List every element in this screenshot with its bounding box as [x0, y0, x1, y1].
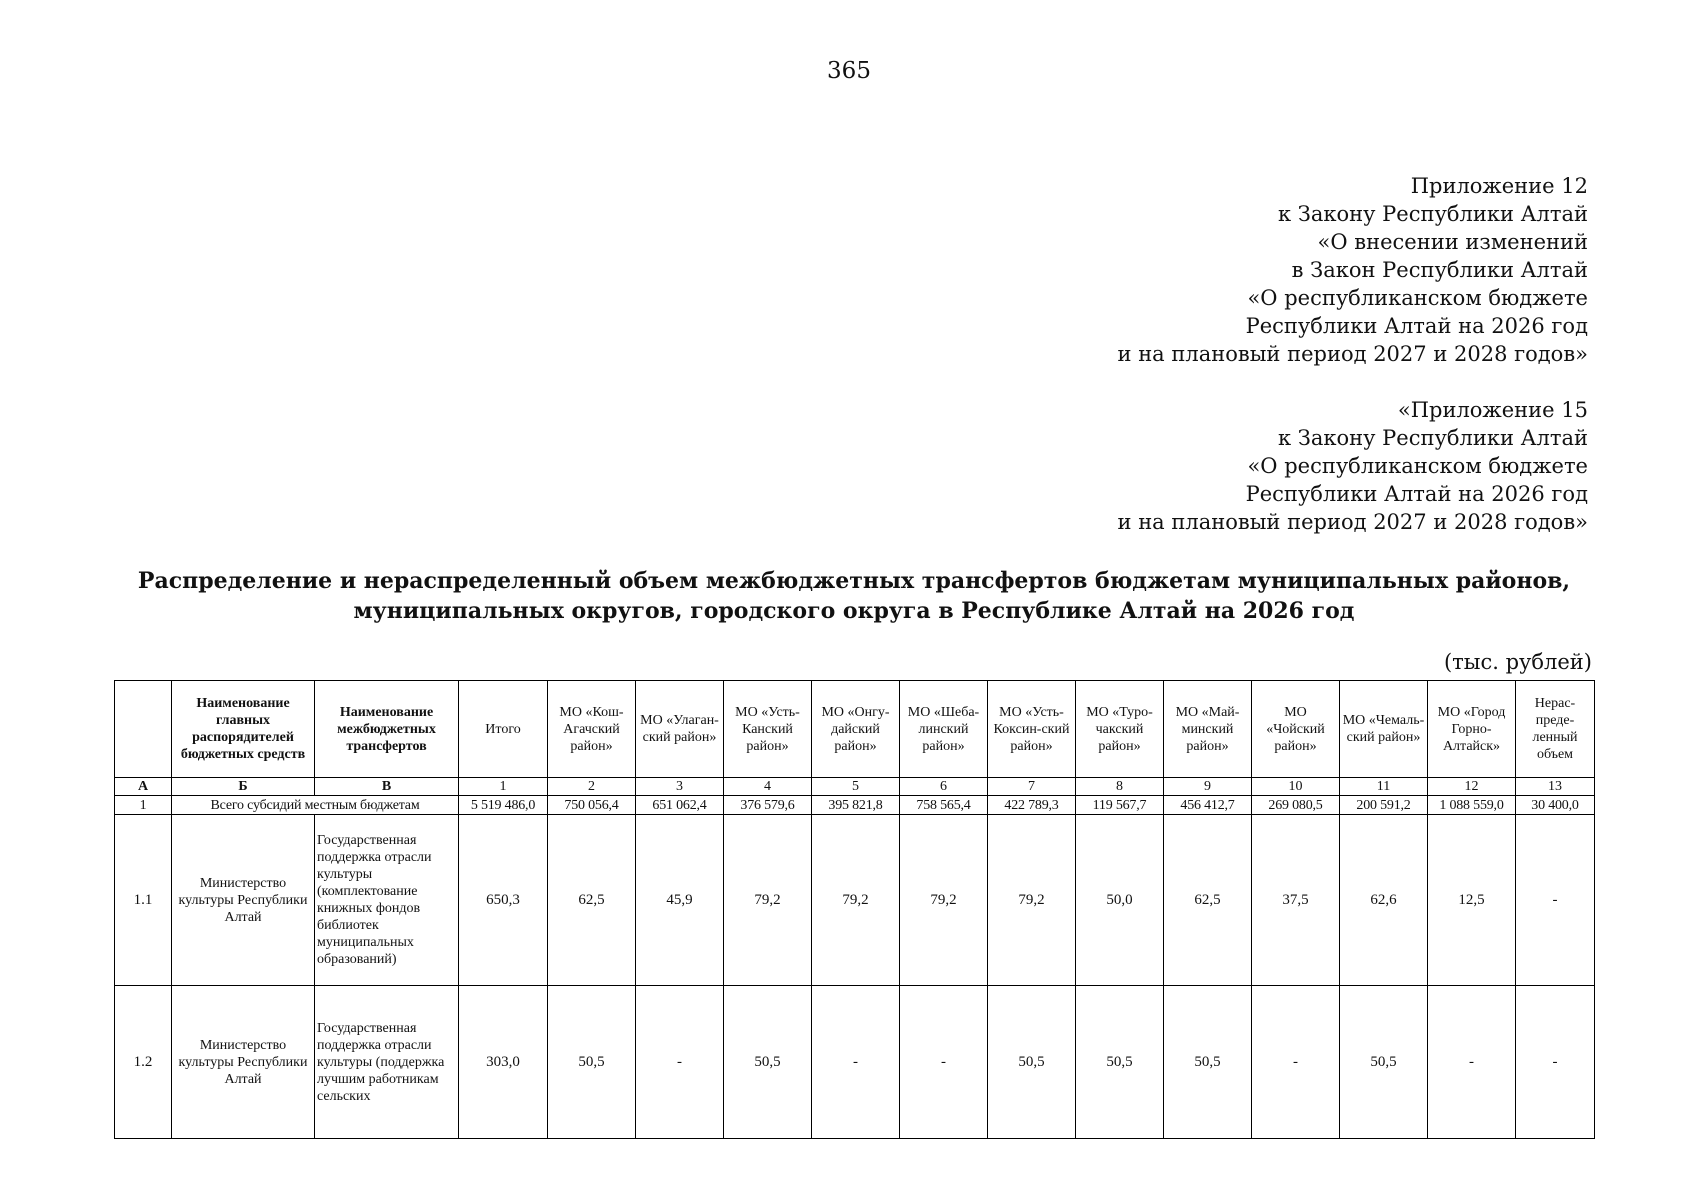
attachment-line: в Закон Республики Алтай — [1291, 258, 1588, 282]
table-row-total — [115, 796, 1595, 815]
row-number: 1.1 — [115, 815, 172, 986]
ministry-cell: Министерство культуры Республики Алтай — [172, 815, 315, 986]
column-header: МО «Усть-Канский район» — [724, 681, 812, 778]
table-cell: 12,5 — [1428, 815, 1516, 986]
column-number: 1 — [459, 778, 548, 796]
column-header — [115, 681, 172, 778]
column-header: МО «Улаган-ский район» — [636, 681, 724, 778]
transfer-cell: Государственная поддержка отрасли культуры (комплектование книжных фондов библиотек муниципальных образований) — [315, 815, 459, 986]
table-cell: 50,5 — [1076, 986, 1164, 1139]
attachment-header-original — [1118, 396, 1588, 536]
table-cell: 79,2 — [900, 815, 988, 986]
column-number: 3 — [636, 778, 724, 796]
table-cell: - — [900, 986, 988, 1139]
attachment-line: «О республиканском бюджете — [1247, 286, 1588, 310]
column-number: 4 — [724, 778, 812, 796]
attachment-line: к Закону Республики Алтай — [1277, 202, 1588, 226]
table-cell: 50,5 — [988, 986, 1076, 1139]
column-header: МО «Май-минский район» — [1164, 681, 1252, 778]
column-number: 5 — [812, 778, 900, 796]
row-number: 1.2 — [115, 986, 172, 1139]
column-number: 2 — [548, 778, 636, 796]
table-cell: 650,3 — [459, 815, 548, 986]
table-row — [115, 815, 1595, 986]
table-cell: 303,0 — [459, 986, 548, 1139]
column-header: МО «Город Горно-Алтайск» — [1428, 681, 1516, 778]
column-number: А — [115, 778, 172, 796]
table-cell: 395 821,8 — [812, 796, 900, 815]
table-cell: 50,0 — [1076, 815, 1164, 986]
table-cell: 1 088 559,0 — [1428, 796, 1516, 815]
table-cell: 45,9 — [636, 815, 724, 986]
attachment-header-current — [1118, 172, 1588, 368]
total-label: Всего субсидий местным бюджетам — [172, 796, 459, 815]
table-cell: 422 789,3 — [988, 796, 1076, 815]
column-number: 11 — [1340, 778, 1428, 796]
column-header: МО «Усть-Коксин-ский район» — [988, 681, 1076, 778]
table-cell: 269 080,5 — [1252, 796, 1340, 815]
column-header: Наименование межбюджетных трансфертов — [315, 681, 459, 778]
column-header: МО «Чемаль-ский район» — [1340, 681, 1428, 778]
table-cell: 62,6 — [1340, 815, 1428, 986]
table-header-row — [115, 681, 1595, 778]
table-cell: 79,2 — [724, 815, 812, 986]
table-cell: - — [636, 986, 724, 1139]
table-cell: - — [1516, 815, 1595, 986]
attachment-line: Республики Алтай на 2026 год — [1245, 314, 1588, 338]
attachment-line: и на плановый период 2027 и 2028 годов» — [1117, 342, 1588, 366]
table-cell: 50,5 — [724, 986, 812, 1139]
table-cell: 62,5 — [548, 815, 636, 986]
table-cell: 79,2 — [988, 815, 1076, 986]
attachment-line: «Приложение 15 — [1397, 398, 1588, 422]
title-line: муниципальных округов, городского округа в Республике Алтай на 2026 год — [353, 598, 1355, 624]
column-number: 6 — [900, 778, 988, 796]
column-number: 7 — [988, 778, 1076, 796]
column-header: Итого — [459, 681, 548, 778]
column-number: 13 — [1516, 778, 1595, 796]
table-cell: 30 400,0 — [1516, 796, 1595, 815]
table-cell: 376 579,6 — [724, 796, 812, 815]
column-header: Наименование главных распорядителей бюджетных средств — [172, 681, 315, 778]
attachment-line: Приложение 12 — [1410, 174, 1588, 198]
table-cell: 62,5 — [1164, 815, 1252, 986]
column-number-row — [115, 778, 1595, 796]
column-number: 9 — [1164, 778, 1252, 796]
column-number: 12 — [1428, 778, 1516, 796]
table-cell: 37,5 — [1252, 815, 1340, 986]
column-number: 8 — [1076, 778, 1164, 796]
column-header: МО «Кош-Агачский район» — [548, 681, 636, 778]
table-cell: 758 565,4 — [900, 796, 988, 815]
column-number: В — [315, 778, 459, 796]
column-header: МО «Онгу-дайский район» — [812, 681, 900, 778]
title-line: Распределение и нераспределенный объем межбюджетных трансфертов бюджетам муниципальных районов, — [137, 568, 1571, 594]
column-header: МО «Туро-чакский район» — [1076, 681, 1164, 778]
table-cell: 50,5 — [548, 986, 636, 1139]
table-cell: 119 567,7 — [1076, 796, 1164, 815]
attachment-line: и на плановый период 2027 и 2028 годов» — [1117, 510, 1588, 534]
table-cell: 456 412,7 — [1164, 796, 1252, 815]
transfer-cell: Государственная поддержка отрасли культуры (поддержка лучшим работникам сельских — [315, 986, 459, 1139]
column-header: Нерас-преде-ленный объем — [1516, 681, 1595, 778]
attachment-line: Республики Алтай на 2026 год — [1245, 482, 1588, 506]
ministry-cell: Министерство культуры Республики Алтай — [172, 986, 315, 1139]
table-cell: 651 062,4 — [636, 796, 724, 815]
table-cell: - — [812, 986, 900, 1139]
units-label: (тыс. рублей) — [1443, 650, 1592, 674]
table-row — [115, 986, 1595, 1139]
attachment-line: к Закону Республики Алтай — [1277, 426, 1588, 450]
table-cell: - — [1252, 986, 1340, 1139]
table-cell: 200 591,2 — [1340, 796, 1428, 815]
column-header: МО «Чойский район» — [1252, 681, 1340, 778]
page-number: 365 — [827, 58, 871, 84]
table-cell: - — [1428, 986, 1516, 1139]
attachment-line: «О внесении изменений — [1317, 230, 1588, 254]
table-cell: 79,2 — [812, 815, 900, 986]
table-cell: 750 056,4 — [548, 796, 636, 815]
column-header: МО «Шеба-линский район» — [900, 681, 988, 778]
table-cell: 5 519 486,0 — [459, 796, 548, 815]
table-cell: 50,5 — [1164, 986, 1252, 1139]
attachment-line: «О республиканском бюджете — [1247, 454, 1588, 478]
row-number: 1 — [115, 796, 172, 815]
table-cell: - — [1516, 986, 1595, 1139]
transfers-table — [114, 680, 1595, 1139]
table-cell: 50,5 — [1340, 986, 1428, 1139]
column-number: Б — [172, 778, 315, 796]
column-number: 10 — [1252, 778, 1340, 796]
document-title — [120, 566, 1588, 626]
